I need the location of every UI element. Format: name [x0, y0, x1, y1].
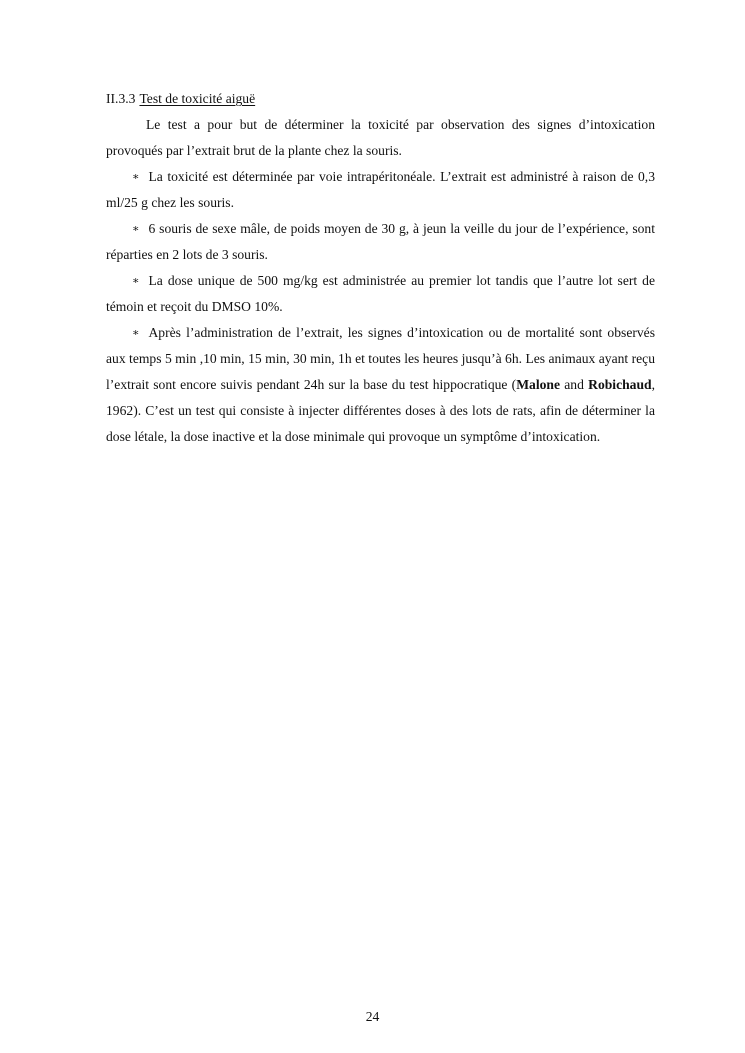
section-title: Test de toxicité aiguë — [139, 91, 256, 106]
document-page — [106, 86, 655, 450]
asterisk-icon: ∗ — [132, 171, 140, 183]
bullet-text-before: Après l’administration de l’extrait, les signes d’intoxication ou de mortalité sont observés aux temps 5 min ,10 min, 15 min, 30 min, 1h et toutes les heures jusqu’à 6h. Les animaux ayant reçu l’extrait sont encore suivis pendant 24h sur la base du test hippocratique ( — [106, 325, 655, 392]
section-heading — [106, 86, 655, 112]
bullet-paragraph-4 — [106, 320, 655, 450]
intro-paragraph: Le test a pour but de déterminer la toxicité par observation des signes d’intoxication provoqués par l’extrait brut de la plante chez la souris. — [106, 117, 655, 158]
asterisk-icon: ∗ — [132, 223, 140, 235]
page-number: 24 — [365, 1009, 380, 1024]
bullet-text: La dose unique de 500 mg/kg est administrée au premier lot tandis que l’autre lot sert de témoin et reçoit du DMSO 10%. — [106, 273, 655, 314]
citation-and: and — [560, 377, 589, 392]
citation-author-2: Robichaud — [588, 377, 652, 392]
bullet-paragraph-3 — [106, 268, 655, 320]
bullet-text: 6 souris de sexe mâle, de poids moyen de 30 g, à jeun la veille du jour de l’expérience, sont réparties en 2 lots de 3 souris. — [106, 221, 655, 262]
asterisk-icon: ∗ — [132, 275, 140, 287]
bullet-text-after: , 1962). C’est un test qui consiste à injecter différentes doses à des lots de rats, afin de déterminer la dose létale, la dose inactive et la dose minimale qui provoque un symptôme d’intoxication. — [106, 377, 655, 444]
bullet-text: La toxicité est déterminée par voie intrapéritonéale. L’extrait est administré à raison de 0,3 ml/25 g chez les souris. — [106, 169, 655, 210]
section-number: II.3.3 — [106, 91, 136, 106]
bullet-paragraph-2 — [106, 216, 655, 268]
asterisk-icon: ∗ — [132, 327, 140, 339]
citation-author-1: Malone — [516, 377, 561, 392]
bullet-paragraph-1 — [106, 164, 655, 216]
